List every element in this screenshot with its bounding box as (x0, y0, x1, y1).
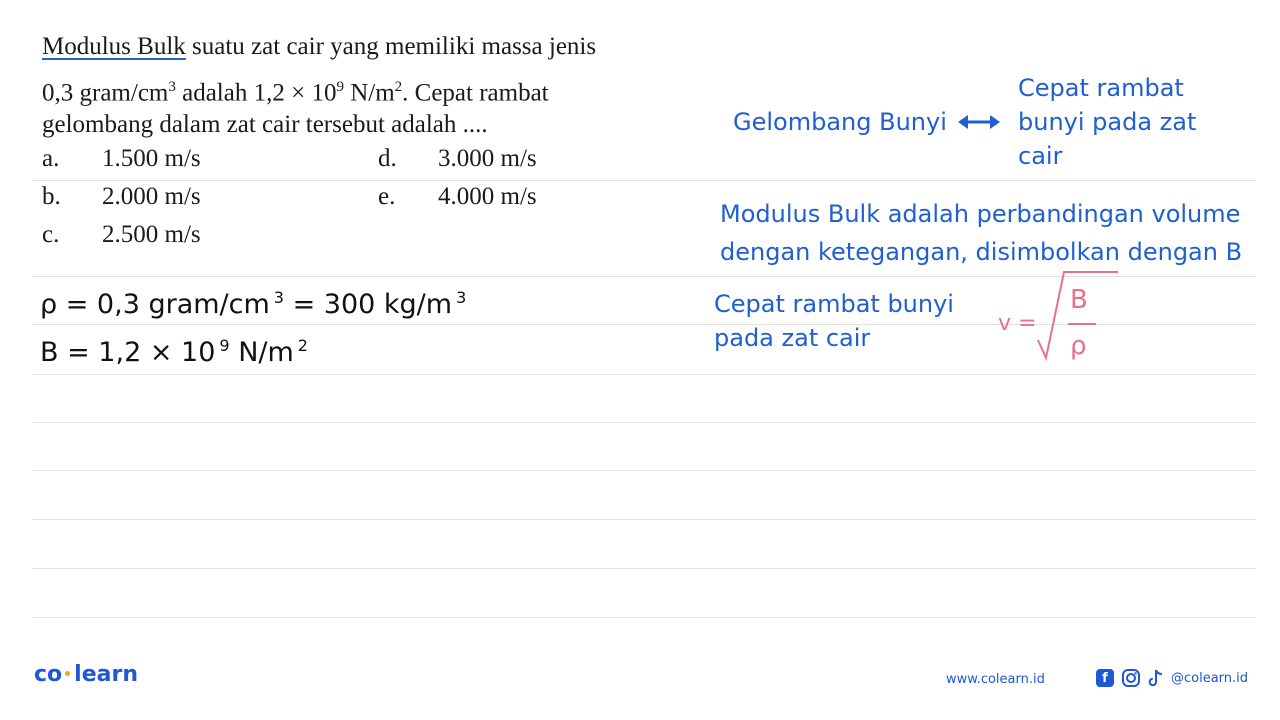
note-cepat-cair-1: Cepat rambat bunyi (714, 290, 954, 318)
formula-denominator: ρ (1070, 331, 1087, 361)
brand-dot-icon (65, 671, 70, 676)
work-bulk: B = 1,2 × 10 $^9$ N/m $^2$ (40, 336, 308, 368)
note-modulus-2: dengan ketegangan, disimbolkan dengan B (720, 238, 1243, 266)
facebook-icon[interactable]: f (1096, 669, 1114, 687)
work-rho: ρ = 0,3 gram/cm $^3$ = 300 kg/m $^3$ (40, 288, 467, 320)
note-modulus-1: Modulus Bulk adalah perbandingan volume (720, 200, 1241, 228)
rule-line (32, 568, 1256, 569)
option-c: c. 2.500 m/s (42, 221, 201, 248)
note-cepat-cair-2: pada zat cair (714, 324, 871, 352)
question-line-1: Modulus Bulk suatu zat cair yang memiliki massa jenis (42, 33, 597, 60)
formula-velocity (998, 266, 1122, 376)
tiktok-icon[interactable] (1148, 668, 1164, 688)
note-cepat-rambat-3: cair (1018, 142, 1063, 170)
brand-logo[interactable]: co learn (34, 662, 138, 687)
social-links (1096, 668, 1248, 688)
rule-line (32, 470, 1256, 471)
option-b: b. 2.000 m/s (42, 183, 201, 210)
option-e: e. 4.000 m/s (378, 183, 537, 210)
rule-line (32, 617, 1256, 618)
social-handle[interactable]: @colearn.id (1171, 670, 1249, 686)
question-line-2: 0,3 gram/$cm^3$ adalah $1,2 \times 10^9$ $N/m^2$. Cepat rambat (42, 79, 549, 107)
option-a: a. 1.500 m/s (42, 145, 201, 172)
note-cepat-rambat-1: Cepat rambat (1018, 74, 1184, 102)
note-gelombang-bunyi: Gelombang Bunyi (733, 108, 947, 136)
rule-line (32, 519, 1256, 520)
formula-numerator: B (1070, 285, 1088, 315)
formula-lhs: v = (998, 311, 1037, 336)
website-link[interactable]: www.colearn.id (946, 672, 1045, 687)
question-line-3: gelombang dalam zat cair tersebut adalah .... (42, 111, 488, 138)
rule-line (32, 180, 1256, 181)
instagram-icon[interactable] (1121, 668, 1141, 688)
question-title: Modulus Bulk (42, 33, 186, 60)
rule-line (32, 422, 1256, 423)
option-d: d. 3.000 m/s (378, 145, 537, 172)
double-arrow-icon (956, 112, 1002, 132)
note-cepat-rambat-2: bunyi pada zat (1018, 108, 1197, 136)
